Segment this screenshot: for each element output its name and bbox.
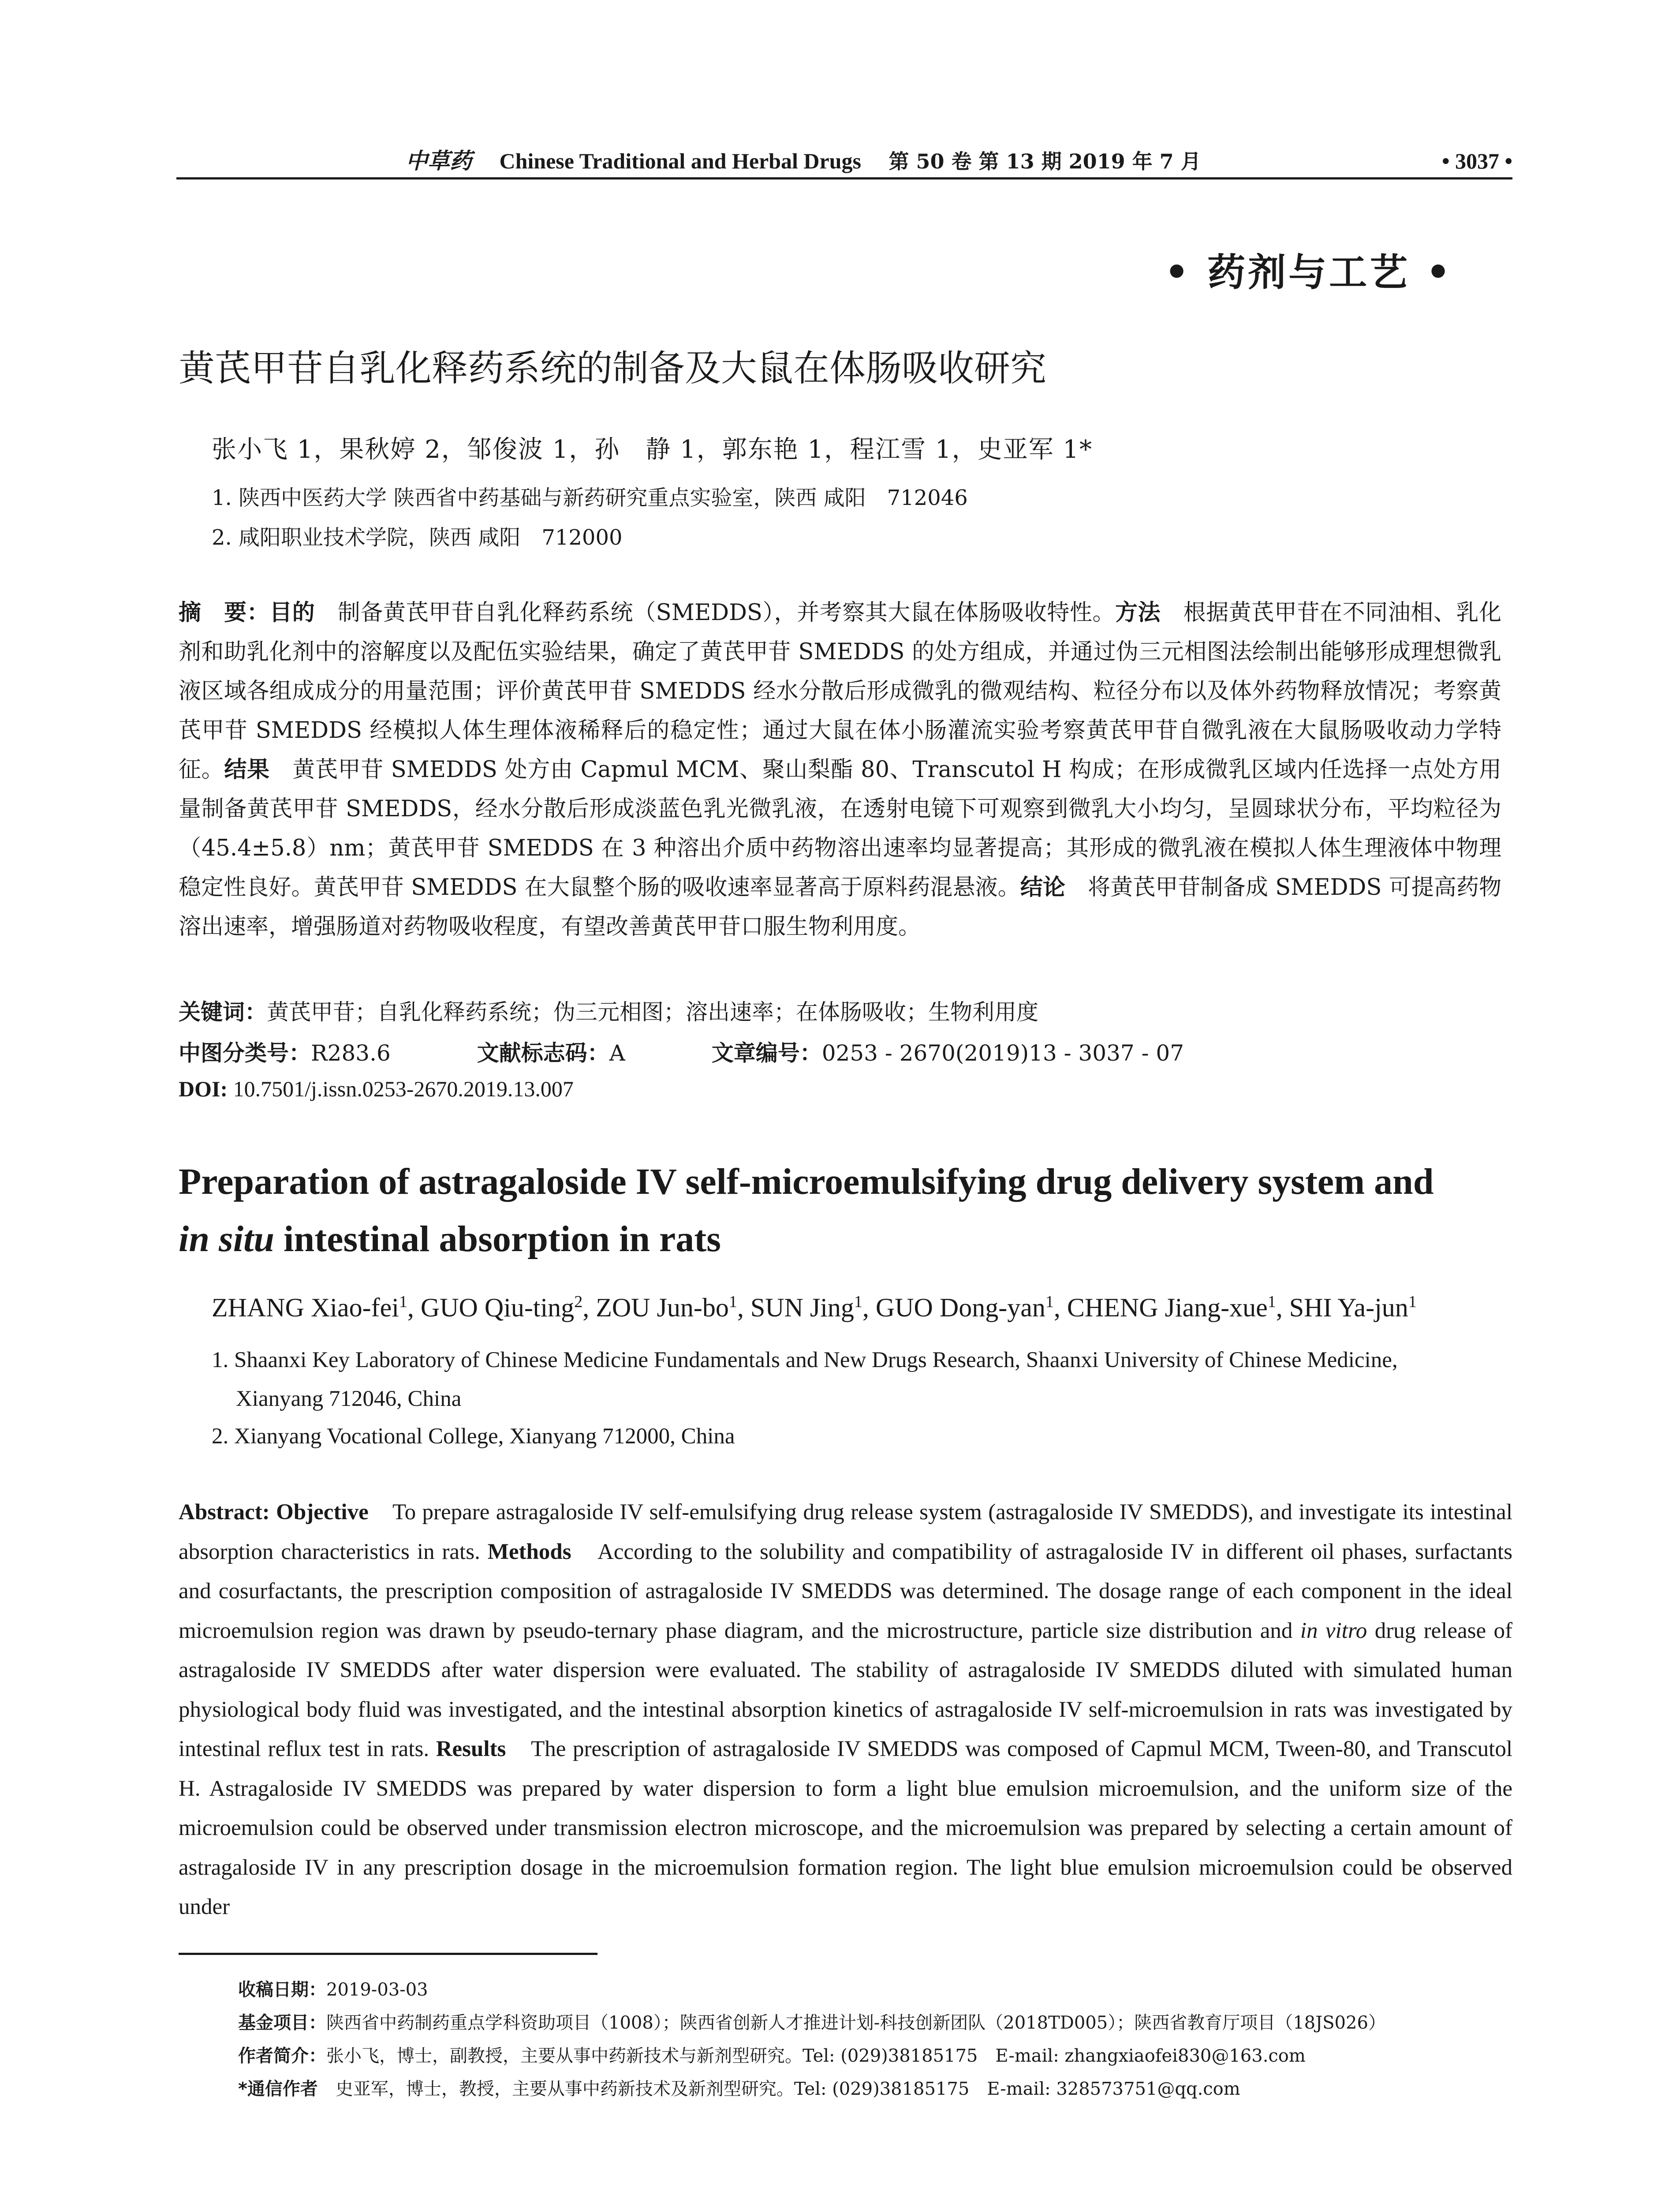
english-author-affiliation-mark: 1 (1045, 1293, 1054, 1311)
corresponding-text: 史亚军，博士，教授，主要从事中药新技术及新剂型研究。Tel: (029)38185175 E-mail: 328573751@qq.com (317, 2079, 1240, 2099)
english-author-name: , GUO Qiu-ting (407, 1293, 575, 1322)
english-author-affiliation-mark: 1 (1267, 1293, 1276, 1311)
english-author-affiliation-mark: 1 (728, 1293, 737, 1311)
classification-line (179, 1035, 1184, 1067)
running-header (176, 146, 1512, 176)
objective-label: 目的 (269, 600, 315, 626)
chinese-authors: 张小飞 1，果秋婷 2，邹俊波 1，孙 静 1，郭东艳 1，程江雪 1，史亚军 1* (212, 435, 1093, 464)
english-methods-italic: in vitro (1300, 1618, 1367, 1643)
received-date: 2019-03-03 (326, 1980, 428, 2000)
journal-line (176, 146, 1201, 177)
doc-code: A (609, 1040, 625, 1066)
english-author-name: , CHENG Jiang-xue (1053, 1293, 1268, 1322)
english-affiliation-2: 2. Xianyang Vocational College, Xianyang 712000, China (212, 1424, 735, 1449)
english-author-name: , SUN Jing (737, 1293, 854, 1322)
doi-line (179, 1076, 574, 1102)
keywords-line (179, 994, 1038, 1026)
english-methods-text-2: drug release of astragaloside IV SMEDDS after water dispersion were evaluated. The stability of astragaloside IV SMEDDS diluted with simulated human physiological body fluid was investigated, and the intestinal absorption kinetics of astragaloside IV self-microemulsion in rats was investigated by intestinal reflux test in rats. (179, 1618, 1512, 1761)
english-title-part1: Preparation of astragaloside IV self-microemulsifying drug delivery system and (179, 1161, 1434, 1202)
journal-cn-name: 中草药 (406, 148, 472, 174)
abstract-label: 摘 要： (179, 600, 270, 626)
chinese-title: 黄芪甲苷自乳化释药系统的制备及大鼠在体肠吸收研究 (179, 348, 1047, 389)
results-text: 黄芪甲苷 SMEDDS 处方由 Capmul MCM、聚山梨酯 80、Transcutol H 构成；在形成微乳区域内任选择一点处方用量制备黄芪甲苷 SMEDDS，经水分散后形成淡蓝色乳光微乳液，在透射电镜下可观察到微乳大小均匀，呈圆球状分布，平均粒径为（45.4±5.8）nm；黄芪甲苷 SMEDDS 在 3 种溶出介质中药物溶出速率均显著提高；其形成的微乳液在模拟人体生理液体中物理稳定性良好。黄芪甲苷 SMEDDS 在大鼠整个肠的吸收速率显著高于原料药混悬液。 (179, 757, 1501, 901)
article-number: 0253 - 2670(2019)13 - 3037 - 07 (821, 1040, 1184, 1066)
clc-number: R283.6 (311, 1040, 391, 1066)
english-author-name: , SHI Ya-jun (1276, 1293, 1408, 1322)
english-results-label: Results (436, 1737, 506, 1761)
english-affiliation-1b: Xianyang 712046, China (236, 1387, 462, 1411)
conclusion-text: 将黄芪甲苷制备成 SMEDDS 可提高药物溶出速率，增强肠道对药物吸收程度，有望改善黄芪甲苷口服生物利用度。 (179, 875, 1501, 940)
footnote-fund (238, 2009, 1386, 2034)
english-author-name: ZHANG Xiao-fei (212, 1293, 399, 1322)
fund-text: 陕西省中药制药重点学科资助项目（1008）；陕西省创新人才推进计划-科技创新团队（2018TD005）；陕西省教育厅项目（18JS026） (326, 2013, 1386, 2033)
methods-label: 方法 (1115, 600, 1161, 626)
english-objective-text: To prepare astragaloside IV self-emulsifying drug release system (astragaloside IV SMEDDS), and investigate its intestinal absorption characteristics in rats. (179, 1500, 1512, 1564)
corresponding-label: *通信作者 (238, 2079, 318, 2099)
article-number-label: 文章编号： (711, 1040, 822, 1066)
english-author-affiliation-mark: 2 (574, 1293, 583, 1311)
objective-text: 制备黄芪甲苷自乳化释药系统（SMEDDS），并考察其大鼠在体肠吸收特性。 (315, 600, 1115, 626)
english-title-italic: in situ (179, 1218, 275, 1259)
author-bio-text: 张小飞，博士，副教授，主要从事中药新技术与新剂型研究。Tel: (029)38185175 E-mail: zhangxiaofei830@163.com (326, 2046, 1306, 2066)
footnote-rule (179, 1953, 597, 1955)
chinese-affiliation-2: 2. 咸阳职业技术学院，陕西 咸阳 712000 (212, 525, 623, 550)
english-author-affiliation-mark: 1 (854, 1293, 862, 1311)
english-abstract (179, 1493, 1512, 1927)
english-methods-text-1: According to the solubility and compatibility of astragaloside IV in different oil phases, surfactants and cosurfactants, the prescription composition of astragaloside IV SMEDDS was determined. The dosage range of each component in the ideal microemulsion region was drawn by pseudo-ternary phase diagram, and the microstructure, particle size distribution and (179, 1539, 1512, 1643)
english-author-affiliation-mark: 1 (399, 1293, 407, 1311)
methods-text: 根据黄芪甲苷在不同油相、乳化剂和助乳化剂中的溶解度以及配伍实验结果，确定了黄芪甲苷 SMEDDS 的处方组成，并通过伪三元相图法绘制出能够形成理想微乳液区域各组成成分的用量范围；评价黄芪甲苷 SMEDDS 经水分散后形成微乳的微观结构、粒径分布以及体外药物释放情况；考察黄芪甲苷 SMEDDS 经模拟人体生理体液稀释后的稳定性；通过大鼠在体小肠灌流实验考察黄芪甲苷自微乳液在大鼠肠吸收动力学特征。 (179, 600, 1501, 783)
keywords-label: 关键词： (179, 999, 267, 1025)
english-authors (212, 1292, 1417, 1323)
english-affiliation-1a: 1. Shaanxi Key Laboratory of Chinese Medicine Fundamentals and New Drugs Research, Shaanxi University of Chinese Medicine, (212, 1348, 1398, 1372)
page-number: • 3037 • (1441, 149, 1512, 173)
chinese-affiliation-1: 1. 陕西中医药大学 陕西省中药基础与新药研究重点实验室，陕西 咸阳 712046 (212, 486, 968, 510)
conclusion-label: 结论 (1020, 875, 1066, 901)
doc-code-label: 文献标志码： (477, 1040, 609, 1066)
results-label: 结果 (224, 757, 270, 783)
journal-en-name: Chinese Traditional and Herbal Drugs (499, 149, 861, 173)
section-label: • 药剂与工艺 • (1165, 250, 1453, 295)
english-abstract-label: Abstract: Objective (179, 1500, 369, 1525)
english-title (179, 1153, 1510, 1268)
english-title-part2: intestinal absorption in rats (274, 1218, 721, 1259)
clc-label: 中图分类号： (179, 1040, 311, 1066)
english-author-name: , ZOU Jun-bo (582, 1293, 729, 1322)
fund-label: 基金项目： (238, 2013, 326, 2033)
english-affiliation-1 (212, 1341, 1512, 1418)
doi-link[interactable]: 10.7501/j.issn.0253-2670.2019.13.007 (228, 1076, 574, 1101)
footnote-corresponding (238, 2075, 1240, 2100)
english-methods-label: Methods (487, 1539, 571, 1564)
keywords: 黄芪甲苷；自乳化释药系统；伪三元相图；溶出速率；在体肠吸收；生物利用度 (267, 999, 1038, 1025)
footnote-author (238, 2042, 1306, 2067)
journal-issue: 第 50 卷 第 13 期 2019 年 7 月 (889, 149, 1201, 173)
english-author-name: , GUO Dong-yan (862, 1293, 1045, 1322)
received-label: 收稿日期： (238, 1980, 326, 2000)
author-bio-label: 作者简介： (238, 2046, 326, 2066)
header-rule (176, 177, 1512, 179)
doi-label: DOI: (179, 1076, 228, 1101)
english-results-text: The prescription of astragaloside IV SMEDDS was composed of Capmul MCM, Tween-80, and Transcutol H. Astragaloside IV SMEDDS was prepared by water dispersion to form a light blue emulsion microemulsion, and the uniform size of the microemulsion could be observed under transmission electron microscope, and the microemulsion was prepared by selecting a certain amount of astragaloside IV in any prescription dosage in the microemulsion formation region. The light blue emulsion microemulsion could be observed under (179, 1737, 1512, 1919)
english-author-affiliation-mark: 1 (1408, 1293, 1417, 1311)
chinese-abstract (179, 593, 1501, 946)
footnote-received (238, 1976, 428, 2001)
